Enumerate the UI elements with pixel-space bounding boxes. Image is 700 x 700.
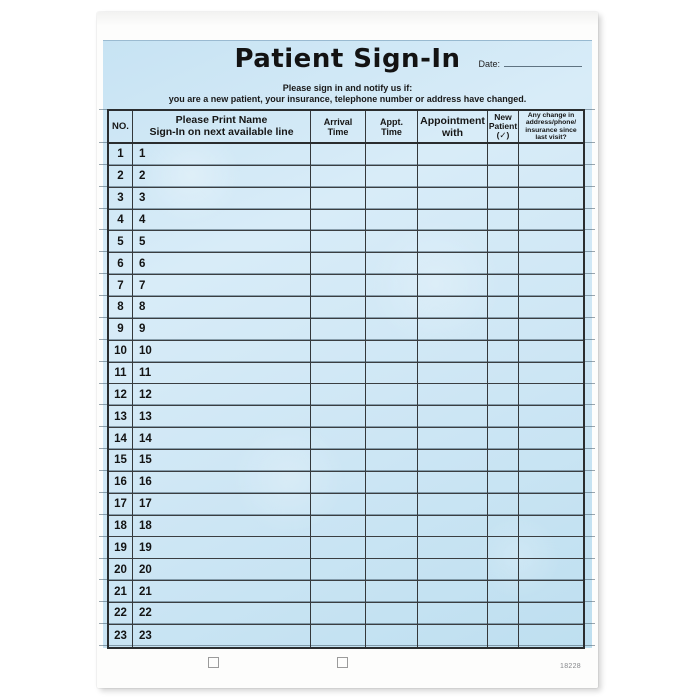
row-appt-cell	[366, 559, 418, 580]
row-change-cell	[519, 581, 583, 602]
row-no-cell: 7	[109, 275, 133, 296]
header-change-line1: Any change in	[527, 111, 575, 119]
row-with-cell	[418, 406, 488, 427]
row-with-cell	[418, 363, 488, 384]
table-row	[109, 428, 583, 450]
row-arrival-cell	[311, 210, 366, 231]
row-appt-cell	[366, 406, 418, 427]
table-row	[109, 384, 583, 406]
row-no-cell: 14	[109, 428, 133, 449]
row-arrival-cell	[311, 472, 366, 493]
row-with-cell	[418, 603, 488, 624]
table-row	[109, 472, 583, 494]
row-arrival-cell	[311, 450, 366, 471]
header-new-patient	[488, 111, 519, 142]
row-change-cell	[519, 559, 583, 580]
row-change-cell	[519, 516, 583, 537]
row-with-cell	[418, 450, 488, 471]
row-no-cell: 16	[109, 472, 133, 493]
table-row	[109, 253, 583, 275]
row-name-cell: 2	[133, 166, 311, 187]
row-appt-cell	[366, 603, 418, 624]
header-appt-line1: Appt.	[380, 116, 403, 127]
row-new-patient-cell	[488, 341, 519, 362]
row-no-cell: 18	[109, 516, 133, 537]
row-appt-cell	[366, 516, 418, 537]
header-arrival-time	[311, 111, 366, 142]
header-no	[109, 111, 133, 142]
header-change-line2: address/phone/	[525, 119, 577, 127]
row-name-cell: 1	[133, 144, 311, 165]
row-new-patient-cell	[488, 428, 519, 449]
row-name-cell: 12	[133, 384, 311, 405]
row-name-cell: 20	[133, 559, 311, 580]
row-appt-cell	[366, 450, 418, 471]
row-arrival-cell	[311, 581, 366, 602]
row-appt-cell	[366, 581, 418, 602]
row-with-cell	[418, 275, 488, 296]
row-arrival-cell	[311, 341, 366, 362]
row-arrival-cell	[311, 406, 366, 427]
row-appt-cell	[366, 494, 418, 515]
header-new-patient-line1: New	[494, 112, 512, 122]
row-change-cell	[519, 341, 583, 362]
row-no-cell: 1	[109, 144, 133, 165]
table-body	[109, 144, 583, 647]
row-no-cell: 12	[109, 384, 133, 405]
header-appointment-with	[418, 111, 488, 142]
row-new-patient-cell	[488, 537, 519, 558]
table-row	[109, 537, 583, 559]
row-with-cell	[418, 428, 488, 449]
row-with-cell	[418, 537, 488, 558]
row-arrival-cell	[311, 494, 366, 515]
row-no-cell: 6	[109, 253, 133, 274]
table-row	[109, 625, 583, 647]
table-row	[109, 494, 583, 516]
table-row	[109, 450, 583, 472]
row-name-cell: 6	[133, 253, 311, 274]
row-with-cell	[418, 559, 488, 580]
header-name	[133, 111, 311, 142]
row-appt-cell	[366, 537, 418, 558]
row-name-cell: 15	[133, 450, 311, 471]
table-header-row	[109, 111, 583, 144]
instructions-line1: Please sign in and notify us if:	[282, 83, 413, 93]
row-with-cell	[418, 188, 488, 209]
row-name-cell: 22	[133, 603, 311, 624]
row-arrival-cell	[311, 319, 366, 340]
row-new-patient-cell	[488, 559, 519, 580]
row-change-cell	[519, 275, 583, 296]
row-change-cell	[519, 297, 583, 318]
row-new-patient-cell	[488, 581, 519, 602]
row-appt-cell	[366, 428, 418, 449]
row-new-patient-cell	[488, 603, 519, 624]
row-appt-cell	[366, 363, 418, 384]
row-with-cell	[418, 144, 488, 165]
row-no-cell: 13	[109, 406, 133, 427]
row-change-cell	[519, 472, 583, 493]
header-appt-time	[366, 111, 418, 142]
row-name-cell: 18	[133, 516, 311, 537]
row-change-cell	[519, 188, 583, 209]
table-row	[109, 210, 583, 232]
row-no-cell: 11	[109, 363, 133, 384]
table-row	[109, 406, 583, 428]
table-row	[109, 166, 583, 188]
header-arrival-line2: Time	[327, 126, 349, 137]
row-new-patient-cell	[488, 166, 519, 187]
header-change-line4: last visit?	[535, 133, 567, 141]
row-no-cell: 9	[109, 319, 133, 340]
row-appt-cell	[366, 210, 418, 231]
row-no-cell: 19	[109, 537, 133, 558]
header-new-patient-line2: Patient	[488, 121, 518, 131]
row-with-cell	[418, 341, 488, 362]
row-appt-cell	[366, 341, 418, 362]
row-name-cell: 10	[133, 341, 311, 362]
row-name-cell: 7	[133, 275, 311, 296]
row-arrival-cell	[311, 275, 366, 296]
table-row	[109, 516, 583, 538]
row-change-cell	[519, 231, 583, 252]
row-no-cell: 8	[109, 297, 133, 318]
row-new-patient-cell	[488, 297, 519, 318]
row-with-cell	[418, 516, 488, 537]
row-change-cell	[519, 625, 583, 647]
row-no-cell: 20	[109, 559, 133, 580]
row-new-patient-cell	[488, 450, 519, 471]
row-change-cell	[519, 144, 583, 165]
row-with-cell	[418, 472, 488, 493]
row-arrival-cell	[311, 297, 366, 318]
row-change-cell	[519, 166, 583, 187]
row-new-patient-cell	[488, 516, 519, 537]
row-arrival-cell	[311, 428, 366, 449]
row-arrival-cell	[311, 188, 366, 209]
date-field	[478, 58, 582, 69]
row-change-cell	[519, 319, 583, 340]
row-arrival-cell	[311, 363, 366, 384]
row-arrival-cell	[311, 144, 366, 165]
row-with-cell	[418, 494, 488, 515]
row-change-cell	[519, 384, 583, 405]
row-name-cell: 11	[133, 363, 311, 384]
row-change-cell	[519, 253, 583, 274]
row-name-cell: 5	[133, 231, 311, 252]
row-no-cell: 21	[109, 581, 133, 602]
row-arrival-cell	[311, 537, 366, 558]
registration-mark-left	[208, 657, 219, 668]
row-no-cell: 15	[109, 450, 133, 471]
row-no-cell: 10	[109, 341, 133, 362]
row-arrival-cell	[311, 603, 366, 624]
instructions-line2: you are a new patient, your insurance, telephone number or address have changed.	[168, 94, 527, 104]
row-new-patient-cell	[488, 494, 519, 515]
row-with-cell	[418, 231, 488, 252]
row-change-cell	[519, 406, 583, 427]
row-no-cell: 2	[109, 166, 133, 187]
row-change-cell	[519, 363, 583, 384]
table-row	[109, 341, 583, 363]
row-arrival-cell	[311, 253, 366, 274]
table-row	[109, 319, 583, 341]
instructions	[103, 83, 592, 104]
row-with-cell	[418, 625, 488, 647]
header-no-label: NO.	[112, 121, 129, 132]
table-row	[109, 297, 583, 319]
row-arrival-cell	[311, 231, 366, 252]
row-new-patient-cell	[488, 472, 519, 493]
row-new-patient-cell	[488, 144, 519, 165]
row-appt-cell	[366, 275, 418, 296]
row-new-patient-cell	[488, 188, 519, 209]
row-arrival-cell	[311, 166, 366, 187]
row-with-cell	[418, 166, 488, 187]
row-name-cell: 3	[133, 188, 311, 209]
row-appt-cell	[366, 253, 418, 274]
row-name-cell: 23	[133, 625, 311, 647]
row-change-cell	[519, 450, 583, 471]
row-name-cell: 21	[133, 581, 311, 602]
row-change-cell	[519, 603, 583, 624]
row-no-cell: 17	[109, 494, 133, 515]
row-name-cell: 17	[133, 494, 311, 515]
row-arrival-cell	[311, 384, 366, 405]
row-change-cell	[519, 210, 583, 231]
date-blank-line	[504, 58, 582, 67]
row-new-patient-cell	[488, 384, 519, 405]
row-new-patient-cell	[488, 210, 519, 231]
row-arrival-cell	[311, 516, 366, 537]
row-arrival-cell	[311, 559, 366, 580]
blue-printed-area	[103, 40, 592, 648]
row-with-cell	[418, 581, 488, 602]
table-row	[109, 144, 583, 166]
row-new-patient-cell	[488, 253, 519, 274]
row-no-cell: 5	[109, 231, 133, 252]
row-with-cell	[418, 210, 488, 231]
row-no-cell: 23	[109, 625, 133, 647]
row-new-patient-cell	[488, 406, 519, 427]
signin-table	[107, 109, 585, 649]
table-row	[109, 363, 583, 385]
table-row	[109, 275, 583, 297]
table-row	[109, 603, 583, 625]
row-change-cell	[519, 537, 583, 558]
row-appt-cell	[366, 319, 418, 340]
row-name-cell: 8	[133, 297, 311, 318]
checkmark-icon: (✓)	[496, 130, 510, 140]
row-appt-cell	[366, 231, 418, 252]
row-change-cell	[519, 494, 583, 515]
row-with-cell	[418, 253, 488, 274]
row-no-cell: 3	[109, 188, 133, 209]
header-name-line1: Please Print Name	[175, 114, 268, 126]
row-appt-cell	[366, 144, 418, 165]
header-any-change	[519, 111, 583, 142]
row-appt-cell	[366, 472, 418, 493]
header-change-line3: insurance since	[525, 126, 577, 134]
row-appt-cell	[366, 625, 418, 647]
header-appt-line2: Time	[381, 126, 402, 137]
row-name-cell: 19	[133, 537, 311, 558]
row-appt-cell	[366, 166, 418, 187]
table-row	[109, 231, 583, 253]
header-arrival-line1: Arrival	[323, 116, 353, 127]
date-label: Date:	[478, 59, 500, 69]
row-name-cell: 9	[133, 319, 311, 340]
row-change-cell	[519, 428, 583, 449]
registration-mark-right	[337, 657, 348, 668]
table-row	[109, 188, 583, 210]
row-arrival-cell	[311, 625, 366, 647]
row-new-patient-cell	[488, 319, 519, 340]
header-appointment-with-label: Appointment with	[420, 114, 485, 139]
row-name-cell: 4	[133, 210, 311, 231]
signin-sheet	[97, 12, 598, 688]
row-new-patient-cell	[488, 275, 519, 296]
row-no-cell: 4	[109, 210, 133, 231]
row-appt-cell	[366, 384, 418, 405]
row-new-patient-cell	[488, 625, 519, 647]
row-no-cell: 22	[109, 603, 133, 624]
row-with-cell	[418, 319, 488, 340]
row-appt-cell	[366, 297, 418, 318]
row-new-patient-cell	[488, 363, 519, 384]
form-number: 18228	[560, 663, 581, 670]
row-name-cell: 14	[133, 428, 311, 449]
row-with-cell	[418, 384, 488, 405]
table-row	[109, 581, 583, 603]
header-name-line2: Sign-In on next available line	[149, 125, 294, 138]
row-new-patient-cell	[488, 231, 519, 252]
table-row	[109, 559, 583, 581]
row-appt-cell	[366, 188, 418, 209]
row-with-cell	[418, 297, 488, 318]
form-title: Patient Sign-In	[234, 44, 461, 74]
row-name-cell: 16	[133, 472, 311, 493]
row-name-cell: 13	[133, 406, 311, 427]
